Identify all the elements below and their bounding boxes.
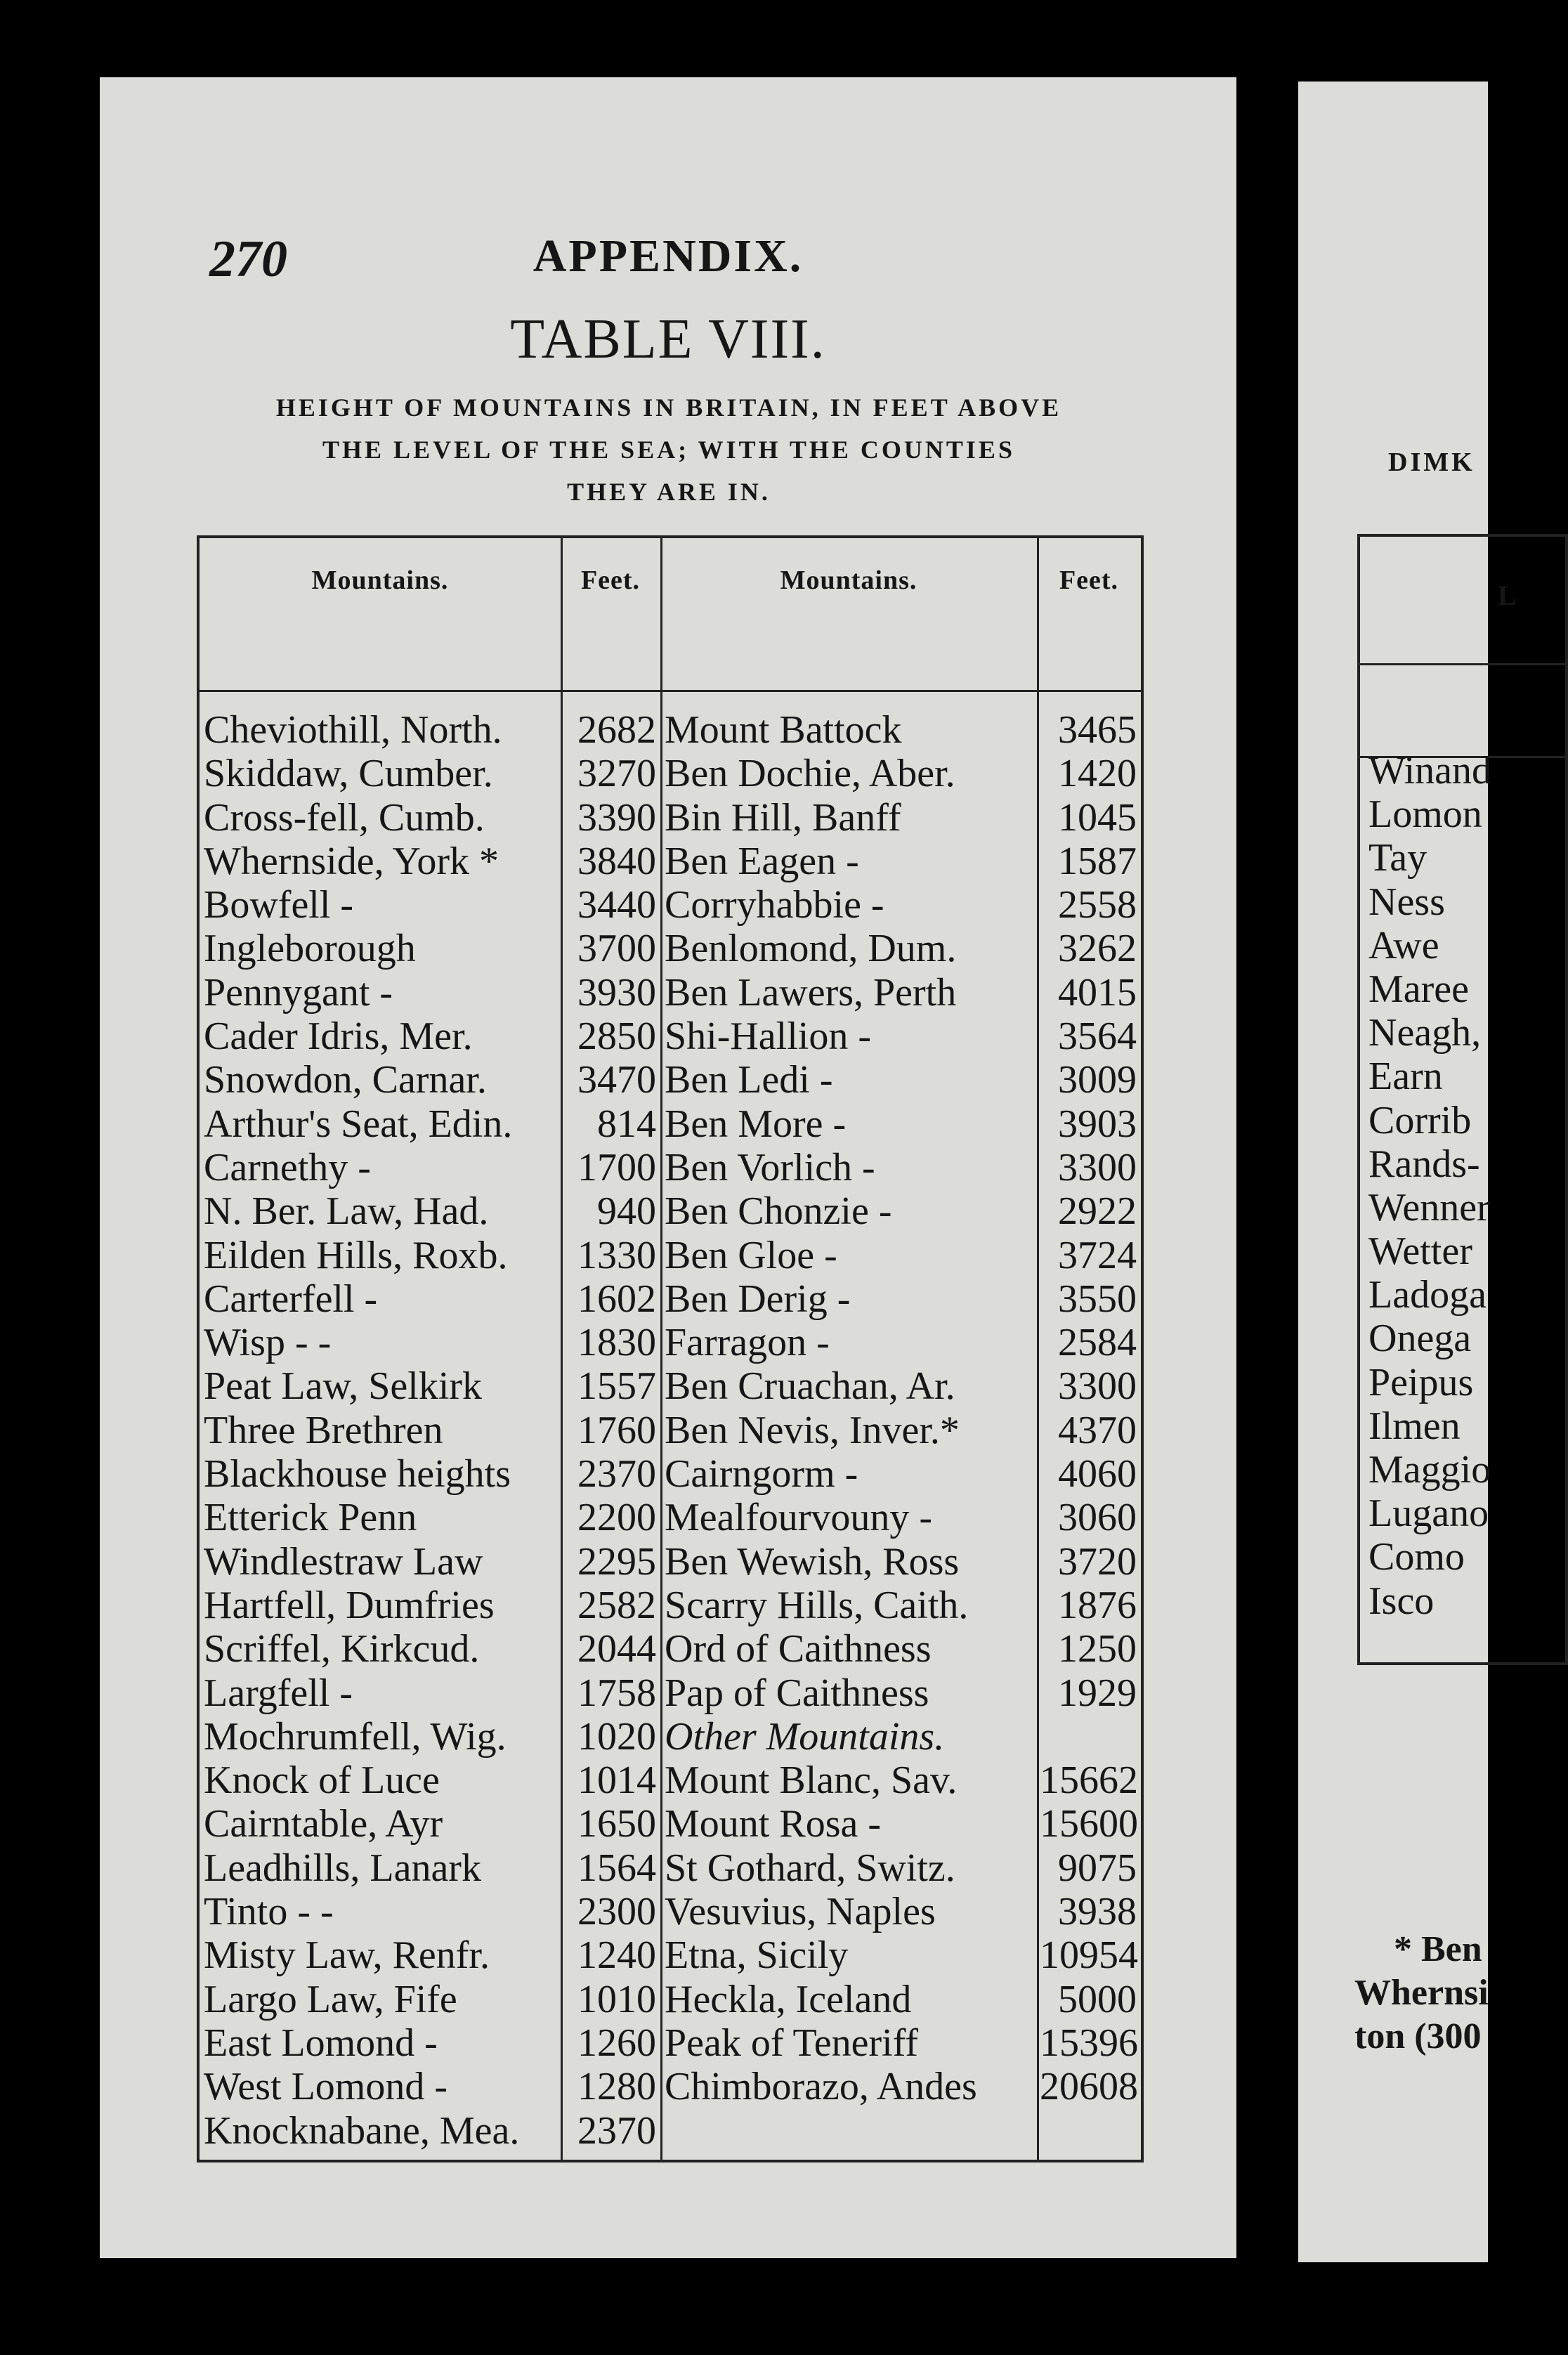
mountain-name: Snowdon, Carnar. <box>204 1058 487 1102</box>
table-row <box>200 1234 1141 1277</box>
height-feet: 1045 <box>1058 795 1137 840</box>
mountain-name: Ben Chonzie - <box>665 1189 892 1234</box>
height-feet: 3300 <box>1058 1364 1137 1409</box>
height-feet: 3470 <box>577 1058 656 1102</box>
height-feet: 5000 <box>1058 1977 1137 2021</box>
height-feet: 814 <box>597 1102 656 1146</box>
mountain-name: Leadhills, Lanark <box>204 1846 481 1890</box>
height-feet: 1700 <box>577 1145 656 1189</box>
adjacent-title-fragment: DIMK <box>1388 448 1475 477</box>
table-row <box>200 1978 1141 2021</box>
height-feet: 3550 <box>1058 1277 1137 1321</box>
height-feet: 2850 <box>577 1015 656 1059</box>
table-row <box>200 1321 1141 1364</box>
table-row <box>200 1364 1141 1408</box>
height-feet: 3938 <box>1058 1890 1137 1934</box>
column-header: Feet. <box>1059 566 1119 595</box>
height-feet: 1758 <box>577 1671 656 1715</box>
mountain-name: Windlestraw Law <box>204 1539 483 1584</box>
mountain-name: Mount Rosa - <box>665 1802 881 1846</box>
height-feet: 1260 <box>577 2021 656 2065</box>
height-feet: 2300 <box>577 1890 656 1934</box>
lake-name-fragment: Tay <box>1368 836 1427 880</box>
mountain-name: Mount Battock <box>665 708 902 752</box>
height-feet: 3720 <box>1058 1539 1137 1584</box>
mountain-name: Three Brethren <box>204 1408 443 1452</box>
lake-name-fragment: Lomon <box>1368 792 1482 837</box>
mountain-name: Tinto - - <box>204 1890 334 1934</box>
table-row <box>200 1715 1141 1759</box>
table-row <box>200 1409 1141 1452</box>
mountain-name: Benlomond, Dum. <box>665 927 957 971</box>
lake-name-fragment: Neagh, <box>1368 1011 1482 1055</box>
table-row <box>200 2065 1141 2108</box>
mountain-name: Knock of Luce <box>204 1759 440 1803</box>
adjacent-lake-list <box>1368 749 1491 1623</box>
mountain-name: West Lomond - <box>204 2065 447 2109</box>
mountain-name: East Lomond - <box>204 2021 438 2065</box>
header-rule <box>200 690 1141 692</box>
table-row <box>200 1189 1141 1233</box>
height-feet: 2370 <box>577 1452 656 1496</box>
table-row <box>200 1540 1141 1584</box>
mountain-name: Mealfourvouny - <box>665 1496 933 1540</box>
height-feet: 940 <box>597 1189 656 1234</box>
lake-name-fragment: Ilmen <box>1368 1404 1461 1448</box>
footnote-line-fragment: ton (300 <box>1354 2016 1482 2056</box>
column-header: Mountains. <box>780 566 917 595</box>
lake-name-fragment: Wetter <box>1368 1229 1472 1274</box>
running-title: APPENDIX. <box>533 230 804 282</box>
table-row <box>200 1846 1141 1890</box>
mountain-name: Ben Vorlich - <box>665 1145 875 1189</box>
lake-name-fragment: Wenner <box>1368 1185 1490 1229</box>
mountain-name: Bowfell - <box>204 883 354 927</box>
height-feet: 2044 <box>577 1627 656 1671</box>
height-feet: 3700 <box>577 927 656 971</box>
mountain-name: Wisp - - <box>204 1321 332 1365</box>
mountain-name: St Gothard, Switz. <box>665 1846 955 1890</box>
mountain-name: Knocknabane, Mea. <box>204 2108 520 2153</box>
table-row <box>200 2109 1141 2153</box>
mountain-name: Skiddaw, Cumber. <box>204 752 493 796</box>
mountain-name: Heckla, Iceland <box>665 1977 912 2021</box>
table-row <box>200 971 1141 1015</box>
mountain-name: Ingleborough <box>204 927 416 971</box>
mountain-name: Ben Nevis, Inver.* <box>665 1408 960 1452</box>
mountain-name: Cairntable, Ayr <box>204 1802 443 1846</box>
height-feet: 3903 <box>1058 1102 1137 1146</box>
table-row <box>200 2021 1141 2065</box>
height-feet: 4060 <box>1058 1452 1137 1496</box>
height-feet: 3724 <box>1058 1233 1137 1277</box>
mountain-name: Cader Idris, Mer. <box>204 1015 473 1059</box>
adjacent-page <box>1298 81 1517 2262</box>
page-number: 270 <box>209 230 287 288</box>
table-row <box>200 1058 1141 1102</box>
footnote-line-fragment: Whernsi <box>1354 1973 1489 2013</box>
footnote-line-fragment: * Ben <box>1394 1929 1482 1969</box>
height-feet: 2370 <box>577 2108 656 2153</box>
table-row <box>200 1759 1141 1802</box>
mountain-name: Other Mountains. <box>665 1714 945 1759</box>
table-subtitle <box>191 386 1146 513</box>
height-feet: 10954 <box>1040 1933 1138 1978</box>
height-feet: 1420 <box>1058 752 1137 796</box>
mountain-name: Ben Wewish, Ross <box>665 1539 960 1584</box>
mountain-name: Largo Law, Fife <box>204 1977 457 2021</box>
lake-name-fragment: Earn <box>1368 1055 1443 1099</box>
subtitle-line: THE LEVEL OF THE SEA; WITH THE COUNTIES <box>322 436 1015 464</box>
table-row <box>200 883 1141 927</box>
table-row <box>200 1627 1141 1671</box>
height-feet: 3465 <box>1058 708 1137 752</box>
lake-name-fragment: Peipus <box>1368 1360 1474 1404</box>
adjacent-footnote <box>1354 1928 1489 2059</box>
mountain-name: Mochrumfell, Wig. <box>204 1714 507 1759</box>
table-row <box>200 1933 1141 1977</box>
height-feet: 1280 <box>577 2065 656 2109</box>
mountain-name: Arthur's Seat, Edin. <box>204 1102 513 1146</box>
mountain-name: Largfell - <box>204 1671 353 1715</box>
lake-name-fragment: Como <box>1368 1535 1465 1579</box>
mountain-name: Scriffel, Kirkcud. <box>204 1627 480 1671</box>
height-feet: 1250 <box>1058 1627 1137 1671</box>
mountain-name: Carterfell - <box>204 1277 378 1321</box>
lake-name-fragment: Ness <box>1368 880 1445 924</box>
adjacent-header-fragment: L <box>1498 580 1517 611</box>
header-rule <box>1360 663 1565 665</box>
mountain-name: Mount Blanc, Sav. <box>665 1759 958 1803</box>
height-feet: 1020 <box>577 1714 656 1759</box>
lake-name-fragment: Maggio <box>1368 1448 1491 1492</box>
mountain-name: Cairngorm - <box>665 1452 858 1496</box>
mountain-name: Ben Cruachan, Ar. <box>665 1364 955 1409</box>
table-row <box>200 840 1141 883</box>
mountain-name: Whernside, York * <box>204 839 499 883</box>
table-row <box>200 1015 1141 1058</box>
book-page <box>100 77 1236 2258</box>
mountain-name: Corryhabbie - <box>665 883 884 927</box>
mountain-name: Farragon - <box>665 1321 830 1365</box>
height-feet: 2584 <box>1058 1321 1137 1365</box>
table-row <box>200 1496 1141 1539</box>
lake-name-fragment: Lugano <box>1368 1492 1489 1536</box>
mountain-name: Hartfell, Dumfries <box>204 1583 495 1627</box>
height-feet: 3930 <box>577 970 656 1015</box>
height-feet: 15396 <box>1040 2021 1138 2065</box>
height-feet: 1240 <box>577 1933 656 1978</box>
mountain-name: Pennygant - <box>204 970 393 1015</box>
height-feet: 1564 <box>577 1846 656 1890</box>
mountain-name: Ben Ledi - <box>665 1058 833 1102</box>
height-feet: 1587 <box>1058 839 1137 883</box>
mountain-name: Peak of Teneriff <box>665 2021 918 2065</box>
table-row <box>200 752 1141 795</box>
mountain-name: Ben Eagen - <box>665 839 859 883</box>
mountain-name: Ben Derig - <box>665 1277 851 1321</box>
height-feet: 1650 <box>577 1802 656 1846</box>
height-feet: 1010 <box>577 1977 656 2021</box>
height-feet: 20608 <box>1040 2065 1138 2109</box>
subtitle-line: HEIGHT OF MOUNTAINS IN BRITAIN, IN FEET ABOVE <box>275 393 1062 422</box>
lake-name-fragment: Maree <box>1368 967 1470 1011</box>
mountain-name: Shi-Hallion - <box>665 1015 871 1059</box>
table-row <box>200 708 1141 752</box>
mountain-name: Ben Dochie, Aber. <box>665 752 955 796</box>
mountain-name: Etna, Sicily <box>665 1933 849 1978</box>
table-body <box>200 708 1141 2153</box>
height-feet: 2200 <box>577 1496 656 1540</box>
height-feet: 1330 <box>577 1233 656 1277</box>
height-feet: 1557 <box>577 1364 656 1409</box>
height-feet: 2582 <box>577 1583 656 1627</box>
table-row <box>200 1277 1141 1321</box>
mountain-name: Ben Gloe - <box>665 1233 837 1277</box>
height-feet: 1014 <box>577 1759 656 1803</box>
table-title: TABLE VIII. <box>510 308 826 370</box>
table-row <box>200 1890 1141 1933</box>
mountain-name: Vesuvius, Naples <box>665 1890 936 1934</box>
column-header: Mountains. <box>311 566 449 595</box>
lake-name-fragment: Onega <box>1368 1317 1472 1361</box>
lake-name-fragment: Rands- <box>1368 1142 1480 1186</box>
table-row <box>200 1146 1141 1189</box>
height-feet: 1876 <box>1058 1583 1137 1627</box>
height-feet: 2558 <box>1058 883 1137 927</box>
mountain-name: Pap of Caithness <box>665 1671 929 1715</box>
height-feet: 3300 <box>1058 1145 1137 1189</box>
lake-name-fragment: Winand <box>1368 749 1492 792</box>
height-feet: 1760 <box>577 1408 656 1452</box>
lake-name-fragment: Isco <box>1368 1579 1435 1623</box>
height-feet: 15662 <box>1040 1759 1138 1803</box>
height-feet: 9075 <box>1058 1846 1137 1890</box>
mountain-name: Etterick Penn <box>204 1496 417 1540</box>
height-feet: 2682 <box>577 708 656 752</box>
table-row <box>200 1584 1141 1627</box>
table-row <box>200 1452 1141 1496</box>
mountain-name: Eilden Hills, Roxb. <box>204 1233 508 1277</box>
table-row <box>200 927 1141 970</box>
mountain-name: Peat Law, Selkirk <box>204 1364 483 1409</box>
height-feet: 1929 <box>1058 1671 1137 1715</box>
table-row <box>200 1671 1141 1715</box>
mountain-name: Blackhouse heights <box>204 1452 511 1496</box>
height-feet: 4370 <box>1058 1408 1137 1452</box>
height-feet: 15600 <box>1040 1802 1138 1846</box>
mountain-name: Chimborazo, Andes <box>665 2065 977 2109</box>
height-feet: 3270 <box>577 752 656 796</box>
column-header: Feet. <box>580 566 641 595</box>
table-row <box>200 796 1141 840</box>
height-feet: 4015 <box>1058 970 1137 1015</box>
height-feet: 3262 <box>1058 927 1137 971</box>
height-feet: 2295 <box>577 1539 656 1584</box>
mountain-name: Bin Hill, Banff <box>665 795 901 840</box>
height-feet: 3440 <box>577 883 656 927</box>
lake-name-fragment: Awe <box>1368 923 1439 967</box>
height-feet: 3390 <box>577 795 656 840</box>
height-feet: 1602 <box>577 1277 656 1321</box>
mountain-name: Misty Law, Renfr. <box>204 1933 490 1978</box>
height-feet: 3840 <box>577 839 656 883</box>
height-feet: 2922 <box>1058 1189 1137 1234</box>
mountain-name: Cheviothill, North. <box>204 708 502 752</box>
mountain-name: Ord of Caithness <box>665 1627 932 1671</box>
table-row <box>200 1802 1141 1846</box>
mountain-name: Carnethy - <box>204 1145 371 1189</box>
height-feet: 3564 <box>1058 1015 1137 1059</box>
mountain-name: Scarry Hills, Caith. <box>665 1583 969 1627</box>
table-row <box>200 1102 1141 1146</box>
mountain-name: Ben Lawers, Perth <box>665 970 957 1015</box>
mountain-name: Ben More - <box>665 1102 847 1146</box>
mountain-name: N. Ber. Law, Had. <box>204 1189 489 1234</box>
mountain-name: Cross-fell, Cumb. <box>204 795 485 840</box>
height-feet: 1830 <box>577 1321 656 1365</box>
lake-name-fragment: Corrib <box>1368 1098 1472 1142</box>
height-feet: 3009 <box>1058 1058 1137 1102</box>
height-feet: 3060 <box>1058 1496 1137 1540</box>
lake-name-fragment: Ladoga <box>1368 1273 1487 1317</box>
subtitle-line: THEY ARE IN. <box>567 478 771 506</box>
mountains-table <box>197 535 1144 2162</box>
